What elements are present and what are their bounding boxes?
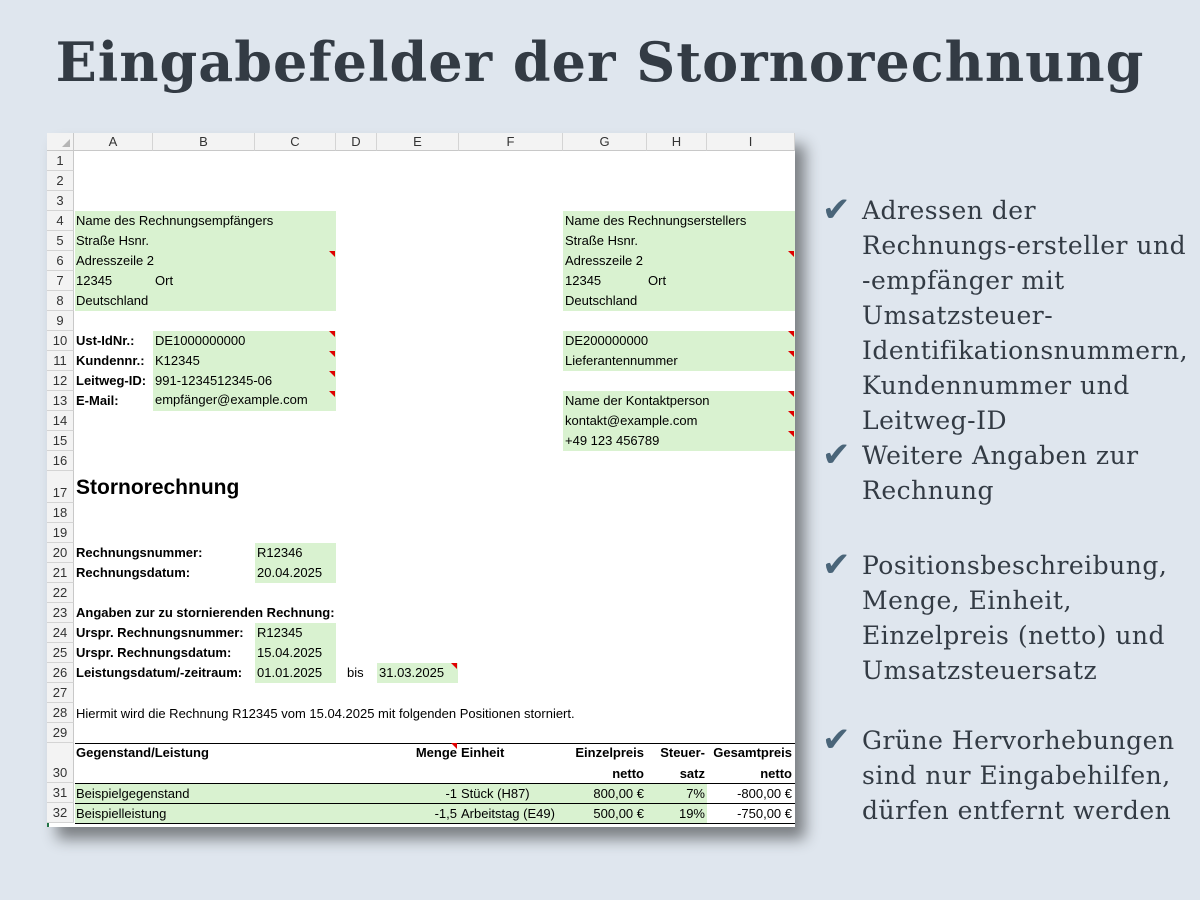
invoice-number-label: Rechnungsnummer:: [76, 545, 203, 560]
period-to-value[interactable]: 31.03.2025: [379, 665, 445, 680]
recipient-address2[interactable]: Adresszeile 2: [76, 253, 155, 268]
orig-number-value[interactable]: R12345: [257, 625, 303, 640]
check-mark-icon: ✔: [822, 435, 851, 475]
leitweg-value[interactable]: 991-1234512345-06: [155, 373, 273, 388]
comment-marker[interactable]: [451, 743, 457, 749]
column-header-c[interactable]: C: [255, 133, 336, 151]
row-header-2[interactable]: 2: [47, 171, 74, 191]
document-heading: Stornorechnung: [76, 476, 240, 499]
issuer-supplier-no[interactable]: Lieferantennummer: [565, 353, 678, 368]
row-header-32[interactable]: 32: [47, 803, 74, 823]
table-row-1-tax[interactable]: 7%: [686, 786, 705, 801]
comment-marker[interactable]: [788, 251, 794, 257]
column-header-g[interactable]: G: [563, 133, 647, 151]
comment-marker[interactable]: [788, 351, 794, 357]
vat-value[interactable]: DE1000000000: [155, 333, 246, 348]
table-row-1-unit[interactable]: Stück (H87): [461, 786, 530, 801]
column-header-i[interactable]: I: [707, 133, 795, 151]
col-header-tax-2: satz: [679, 766, 705, 781]
row-header-29[interactable]: 29: [47, 723, 74, 743]
comment-marker[interactable]: [788, 391, 794, 397]
recipient-city[interactable]: Ort: [155, 273, 174, 288]
column-header-h[interactable]: H: [647, 133, 707, 151]
col-header-price-2: netto: [612, 766, 644, 781]
comment-marker[interactable]: [329, 391, 335, 397]
column-header-d[interactable]: D: [336, 133, 377, 151]
orig-date-label: Urspr. Rechnungsdatum:: [76, 645, 232, 660]
period-from-value[interactable]: 01.01.2025: [257, 665, 323, 680]
row-header-26[interactable]: 26: [47, 663, 74, 683]
row-header-3[interactable]: 3: [47, 191, 74, 211]
comment-marker[interactable]: [788, 331, 794, 337]
comment-marker[interactable]: [451, 663, 457, 669]
email-label: E-Mail:: [76, 393, 119, 408]
customer-value[interactable]: K12345: [155, 353, 200, 368]
table-row-2-qty[interactable]: -1,5: [434, 806, 457, 821]
comment-marker[interactable]: [788, 411, 794, 417]
table-row-2-item[interactable]: Beispielleistung: [76, 806, 167, 821]
row-header-27[interactable]: 27: [47, 683, 74, 703]
table-row-1-qty[interactable]: -1: [445, 786, 457, 801]
issuer-city[interactable]: Ort: [648, 273, 667, 288]
period-separator: bis: [347, 665, 364, 680]
table-row-2-unit[interactable]: Arbeitstag (E49): [461, 806, 555, 821]
issuer-country[interactable]: Deutschland: [565, 293, 638, 308]
customer-label: Kundennr.:: [76, 353, 145, 368]
comment-marker[interactable]: [329, 331, 335, 337]
invoice-date-label: Rechnungsdatum:: [76, 565, 191, 580]
issuer-zip[interactable]: 12345: [565, 273, 602, 288]
row-header-9[interactable]: 9: [47, 311, 74, 331]
row-header-6[interactable]: 6: [47, 251, 74, 271]
invoice-date-value[interactable]: 20.04.2025: [257, 565, 323, 580]
table-row-2-price[interactable]: 500,00 €: [593, 806, 644, 821]
row-header-18[interactable]: 18: [47, 503, 74, 523]
row-header-8[interactable]: 8: [47, 291, 74, 311]
comment-marker[interactable]: [329, 351, 335, 357]
recipient-country[interactable]: Deutschland: [76, 293, 149, 308]
issuer-name[interactable]: Name des Rechnungserstellers: [565, 213, 747, 228]
col-header-qty: Menge: [415, 745, 457, 760]
page-title: Eingabefelder der Stornorechnung: [55, 30, 1145, 94]
issuer-address2[interactable]: Adresszeile 2: [565, 253, 644, 268]
row-header-7[interactable]: 7: [47, 271, 74, 291]
col-header-unit: Einheit: [461, 745, 505, 760]
row-header-14[interactable]: 14: [47, 411, 74, 431]
select-all-corner[interactable]: [47, 133, 74, 151]
row-header-30[interactable]: 30: [47, 743, 74, 783]
col-header-total-2: netto: [760, 766, 792, 781]
row-header-15[interactable]: 15: [47, 431, 74, 451]
table-row-1-item[interactable]: Beispielgegenstand: [76, 786, 190, 801]
row-header-17[interactable]: 17: [47, 471, 74, 503]
invoice-number-value[interactable]: R12346: [257, 545, 303, 560]
period-label: Leistungsdatum/-zeitraum:: [76, 665, 243, 680]
column-header-e[interactable]: E: [377, 133, 459, 151]
orig-date-value[interactable]: 15.04.2025: [257, 645, 323, 660]
row-header-20[interactable]: 20: [47, 543, 74, 563]
row-header-11[interactable]: 11: [47, 351, 74, 371]
spreadsheet: [47, 133, 795, 827]
leitweg-label: Leitweg-ID:: [76, 373, 147, 388]
row-header-12[interactable]: 12: [47, 371, 74, 391]
row-header-25[interactable]: 25: [47, 643, 74, 663]
row-header-19[interactable]: 19: [47, 523, 74, 543]
col-header-item: Gegenstand/Leistung: [76, 745, 209, 760]
column-header-b[interactable]: B: [153, 133, 255, 151]
issuer-contact-name[interactable]: Name der Kontaktperson: [565, 393, 710, 408]
row-header-1[interactable]: 1: [47, 151, 74, 171]
column-header-a[interactable]: A: [74, 133, 153, 151]
issuer-contact-email[interactable]: kontakt@example.com: [565, 413, 698, 428]
email-value[interactable]: empfänger@example.com: [155, 392, 308, 407]
recipient-street[interactable]: Straße Hsnr.: [76, 233, 149, 248]
col-header-total-1: Gesamtpreis: [713, 745, 792, 760]
table-row-1-price[interactable]: 800,00 €: [593, 786, 644, 801]
recipient-zip[interactable]: 12345: [76, 273, 113, 288]
issuer-vat-id[interactable]: DE200000000: [565, 333, 649, 348]
row-header-22[interactable]: 22: [47, 583, 74, 603]
row-header-23[interactable]: 23: [47, 603, 74, 623]
recipient-name[interactable]: Name des Rechnungsempfängers: [76, 213, 274, 228]
row-header-24[interactable]: 24: [47, 623, 74, 643]
table-bottom-border: [75, 823, 795, 824]
table-row-2-total: -750,00 €: [737, 806, 792, 821]
col-header-price-1: Einzelpreis: [575, 745, 644, 760]
storno-text: Hiermit wird die Rechnung R12345 vom 15.04.2025 mit folgenden Positionen storniert.: [76, 706, 575, 721]
row-header-13[interactable]: 13: [47, 391, 74, 411]
orig-section-label: Angaben zur zu stornierenden Rechnung:: [76, 605, 335, 620]
table-row-2-tax[interactable]: 19%: [678, 806, 705, 821]
orig-number-label: Urspr. Rechnungsnummer:: [76, 625, 244, 640]
column-header-f[interactable]: F: [459, 133, 563, 151]
check-mark-icon: ✔: [822, 190, 851, 230]
row-header-31[interactable]: 31: [47, 783, 74, 803]
issuer-street[interactable]: Straße Hsnr.: [565, 233, 638, 248]
table-row-1-total: -800,00 €: [737, 786, 792, 801]
comment-marker[interactable]: [329, 371, 335, 377]
check-mark-icon: ✔: [822, 545, 851, 585]
check-mark-icon: ✔: [822, 720, 851, 760]
vat-label: Ust-IdNr.:: [76, 333, 135, 348]
row-header-10[interactable]: 10: [47, 331, 74, 351]
row-header-5[interactable]: 5: [47, 231, 74, 251]
row-header-21[interactable]: 21: [47, 563, 74, 583]
row-header-28[interactable]: 28: [47, 703, 74, 723]
comment-marker[interactable]: [788, 431, 794, 437]
col-header-tax-1: Steuer-: [660, 745, 705, 760]
comment-marker[interactable]: [329, 251, 335, 257]
row-header-4[interactable]: 4: [47, 211, 74, 231]
issuer-contact-phone[interactable]: +49 123 456789: [565, 433, 660, 448]
row-header-16[interactable]: 16: [47, 451, 74, 471]
